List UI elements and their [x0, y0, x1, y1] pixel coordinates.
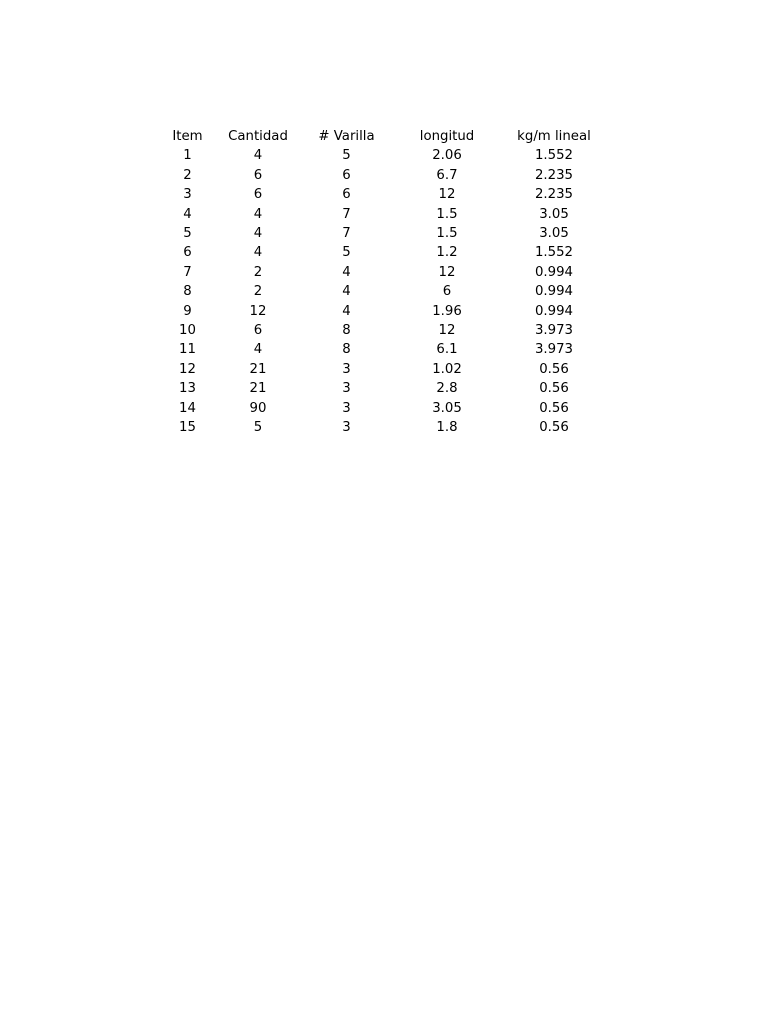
cell-longitud: 1.5 [436, 226, 458, 242]
cell-varilla: 8 [342, 342, 351, 358]
cell-kg-m-lineal: 3.05 [539, 206, 569, 222]
cell-varilla: 4 [342, 303, 351, 319]
cell-cantidad: 4 [253, 342, 263, 358]
cell-varilla: 4 [342, 284, 351, 300]
cell-cantidad: 4 [253, 245, 263, 261]
table-row [150, 243, 616, 262]
cell-varilla: 7 [342, 226, 351, 242]
table-row [150, 321, 616, 340]
cell-cantidad: 2 [253, 284, 263, 300]
cell-cantidad: 4 [253, 206, 263, 222]
table-row [150, 399, 616, 418]
rebar-table [150, 127, 616, 438]
cell-varilla: 3 [342, 400, 351, 416]
cell-varilla: 7 [342, 206, 351, 222]
table-row [150, 185, 616, 204]
table-row [150, 146, 616, 165]
cell-longitud: 6.7 [436, 167, 458, 183]
cell-item: 6 [183, 245, 192, 261]
cell-cantidad: 4 [253, 148, 263, 164]
cell-kg-m-lineal: 1.552 [534, 245, 574, 261]
cell-longitud: 1.5 [436, 206, 458, 222]
header-longitud: longitud [419, 129, 475, 144]
cell-kg-m-lineal: 0.56 [539, 381, 569, 397]
cell-varilla: 5 [342, 148, 351, 164]
table-row [150, 418, 616, 437]
cell-kg-m-lineal: 2.235 [534, 167, 574, 183]
header-item: Item [172, 129, 203, 144]
table-row [150, 302, 616, 321]
cell-longitud: 12 [438, 187, 456, 203]
cell-longitud: 1.2 [436, 245, 458, 261]
header-cantidad: Cantidad [228, 129, 288, 144]
cell-item: 1 [183, 148, 192, 164]
cell-item: 14 [179, 400, 196, 416]
cell-longitud: 12 [438, 323, 456, 339]
table-body [150, 146, 616, 437]
cell-item: 4 [183, 206, 192, 222]
cell-cantidad: 5 [253, 420, 263, 436]
cell-longitud: 2.06 [432, 148, 462, 164]
cell-longitud: 1.8 [436, 420, 458, 436]
cell-cantidad: 6 [253, 187, 263, 203]
cell-kg-m-lineal: 0.994 [534, 264, 574, 280]
cell-item: 13 [179, 381, 196, 397]
cell-item: 12 [179, 361, 196, 377]
cell-longitud: 2.8 [436, 381, 458, 397]
cell-item: 3 [183, 187, 192, 203]
table-row [150, 379, 616, 398]
cell-cantidad: 21 [249, 361, 267, 377]
cell-item: 7 [183, 264, 192, 280]
cell-varilla: 3 [342, 381, 351, 397]
cell-cantidad: 2 [253, 264, 263, 280]
cell-longitud: 12 [438, 264, 456, 280]
header-kg-m-lineal: kg/m lineal [517, 129, 591, 144]
cell-item: 5 [183, 226, 192, 242]
cell-longitud: 6.1 [436, 342, 458, 358]
cell-item: 15 [179, 420, 196, 436]
cell-varilla: 6 [342, 187, 351, 203]
cell-kg-m-lineal: 0.56 [539, 420, 569, 436]
cell-varilla: 3 [342, 361, 351, 377]
cell-cantidad: 6 [253, 323, 263, 339]
cell-cantidad: 4 [253, 226, 263, 242]
cell-kg-m-lineal: 1.552 [534, 148, 574, 164]
cell-item: 10 [179, 323, 196, 339]
cell-longitud: 3.05 [432, 400, 462, 416]
table-row [150, 166, 616, 185]
table-row [150, 263, 616, 282]
cell-cantidad: 21 [249, 381, 267, 397]
table-row [150, 224, 616, 243]
cell-item: 11 [179, 342, 196, 358]
cell-varilla: 3 [342, 420, 351, 436]
table-row [150, 360, 616, 379]
table-row [150, 205, 616, 224]
cell-varilla: 8 [342, 323, 351, 339]
header-varilla: # Varilla [318, 129, 375, 144]
cell-kg-m-lineal: 3.05 [539, 226, 569, 242]
cell-kg-m-lineal: 0.994 [534, 284, 574, 300]
cell-kg-m-lineal: 3.973 [534, 342, 574, 358]
table-row [150, 282, 616, 301]
cell-kg-m-lineal: 0.56 [539, 400, 569, 416]
cell-kg-m-lineal: 2.235 [534, 187, 574, 203]
cell-varilla: 4 [342, 264, 351, 280]
cell-longitud: 1.02 [432, 361, 462, 377]
cell-kg-m-lineal: 3.973 [534, 323, 574, 339]
cell-item: 2 [183, 167, 192, 183]
cell-cantidad: 6 [253, 167, 263, 183]
table-row [150, 340, 616, 359]
cell-cantidad: 90 [249, 400, 267, 416]
cell-kg-m-lineal: 0.994 [534, 303, 574, 319]
cell-varilla: 6 [342, 167, 351, 183]
cell-longitud: 6 [442, 284, 452, 300]
cell-item: 9 [183, 303, 192, 319]
cell-cantidad: 12 [249, 303, 267, 319]
table-header-row [150, 127, 616, 146]
cell-longitud: 1.96 [432, 303, 462, 319]
cell-kg-m-lineal: 0.56 [539, 361, 569, 377]
cell-varilla: 5 [342, 245, 351, 261]
cell-item: 8 [183, 284, 192, 300]
